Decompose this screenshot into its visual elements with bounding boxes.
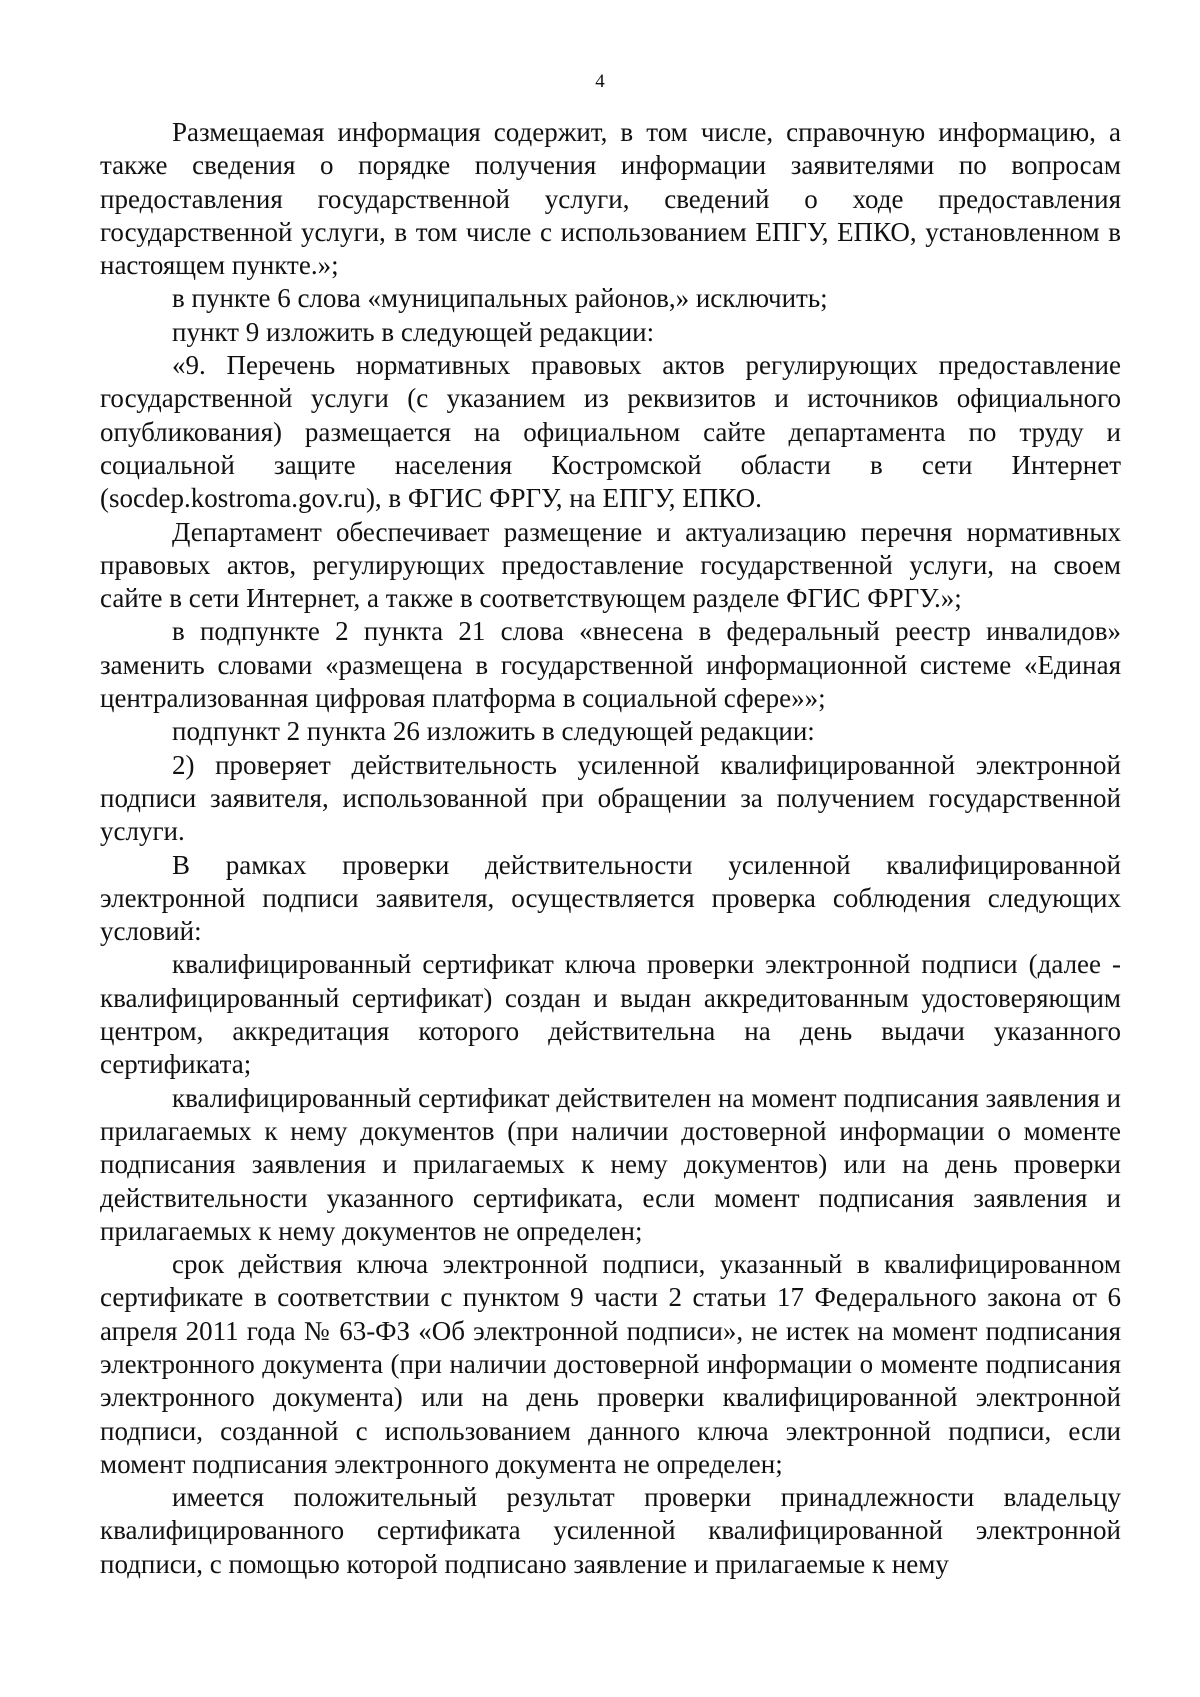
paragraph-point-9-intro: пункт 9 изложить в следующей редакции: bbox=[172, 316, 655, 347]
paragraph-point-21-amendment: в подпункте 2 пункта 21 слова «внесена в федеральный реестр инвалидов» заменить словами «размещена в государственной информационной системе «Единая централизованная цифровая платформа в социальной сфере»»; bbox=[100, 616, 1121, 714]
paragraph-point-26-intro: подпункт 2 пункта 26 изложить в следующей редакции: bbox=[172, 716, 815, 747]
paragraph-condition-ownership: имеется положительный результат проверки принадлежности владельцу квалифицированного сертификата усиленной квалифицированной электронной подписи, с помощью которой подписано заявление и прилагаемые к нему bbox=[100, 1482, 1121, 1579]
paragraph-signature-check: 2) проверяет действительность усиленной квалифицированной электронной подписи заявителя, использованной при обращении за получением государственной услуги. bbox=[100, 749, 1121, 847]
paragraph-department-duty: Департамент обеспечивает размещение и актуализацию перечня нормативных правовых актов, регулирующих предоставление государственной услуги, на своем сайте в сети Интернет, а также в соответствующем разделе ФГИС ФРГУ.»; bbox=[100, 516, 1121, 614]
paragraph-info-contents: Размещаемая информация содержит, в том числе, справочную информацию, а также сведения о порядке получения информации заявителями по вопросам предоставления государственной услуги, сведений о ходе предоставления государственной услуги, в том числе с использованием ЕПГУ, ЕПКО, установленном в настоящем пункте.»; bbox=[100, 117, 1121, 281]
paragraph-check-conditions: В рамках проверки действительности усиленной квалифицированной электронной подписи заявителя, осуществляется проверка соблюдения следующих условий: bbox=[100, 849, 1121, 947]
page-number: 4 bbox=[595, 71, 605, 92]
paragraph-condition-key-term: срок действия ключа электронной подписи, указанный в квалифицированном сертификате в соответствии с пунктом 9 части 2 статьи 17 Федерального закона от 6 апреля 2011 года № 63-ФЗ «Об электронной подписи», не истек на момент подписания электронного документа (при наличии достоверной информации о моменте подписания электронного документа) или на день проверки квалифицированной электронной подписи, созданной с использованием данного ключа электронной подписи, если момент подписания электронного документа не определен; bbox=[100, 1249, 1121, 1479]
paragraph-point-6-amendment: в пункте 6 слова «муниципальных районов,» исключить; bbox=[172, 283, 828, 314]
document-body bbox=[100, 116, 1121, 1581]
paragraph-condition-certificate-issued: квалифицированный сертификат ключа проверки электронной подписи (далее - квалифицированный сертификат) создан и выдан аккредитованным удостоверяющим центром, аккредитация которого действительна на день выдачи указанного сертификата; bbox=[100, 949, 1121, 1080]
paragraph-point-9-text: «9. Перечень нормативных правовых актов регулирующих предоставление государственной услуги (с указанием из реквизитов и источников официального опубликования) размещается на официальном сайте департамента по труду и социальной защите населения Костромской области в сети Интернет (socdep.kostroma.gov.ru), в ФГИС ФРГУ, на ЕПГУ, ЕПКО. bbox=[100, 350, 1121, 514]
paragraph-condition-certificate-valid: квалифицированный сертификат действителен на момент подписания заявления и прилагаемых к нему документов (при наличии достоверной информации о моменте подписания заявления и прилагаемых к нему документов) или на день проверки действительности указанного сертификата, если момент подписания заявления и прилагаемых к нему документов не определен; bbox=[100, 1082, 1121, 1246]
